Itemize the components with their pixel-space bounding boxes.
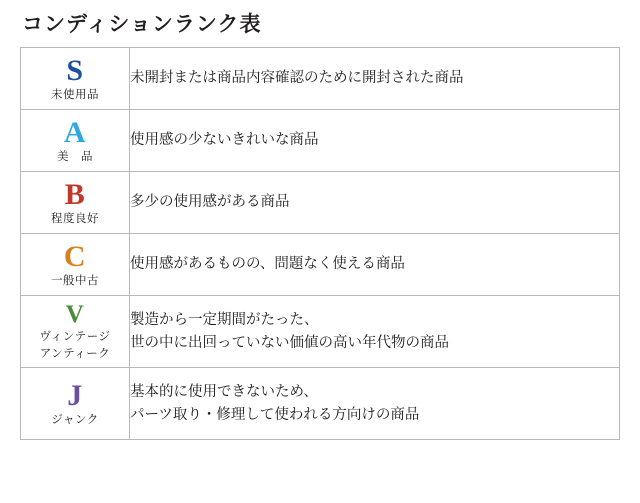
rank-description-a — [130, 110, 620, 172]
description-line: パーツ取り・修理して使われる方向けの商品 — [130, 406, 420, 423]
description-line: 世の中に出回っていない価値の高い年代物の商品 — [130, 334, 449, 351]
table-row — [21, 172, 620, 234]
rank-sublabel-line1: ヴィンテージ — [39, 331, 111, 344]
rank-letter: C — [63, 239, 87, 273]
rank-letter: J — [67, 378, 83, 412]
table-row — [21, 368, 620, 440]
rank-cell-j — [21, 368, 130, 440]
description-line: 基本的に使用できないため、 — [130, 384, 318, 401]
rank-cell-s — [21, 48, 130, 110]
description-line: 使用感の少ないきれいな商品 — [130, 132, 319, 149]
table-row — [21, 234, 620, 296]
description-line: 多少の使用感がある商品 — [130, 194, 290, 211]
table-row — [21, 48, 620, 110]
rank-cell-a — [21, 110, 130, 172]
rank-description-s — [130, 48, 620, 110]
rank-cell-b — [21, 172, 130, 234]
rank-letter: V — [65, 301, 85, 329]
rank-description-c — [130, 234, 620, 296]
rank-sublabel: 未使用品 — [51, 89, 99, 102]
rank-letter: A — [63, 115, 87, 149]
description-line: 製造から一定期間がたった、 — [130, 312, 319, 329]
description-line: 未開封または商品内容確認のために開封された商品 — [130, 70, 464, 87]
condition-rank-table — [20, 47, 620, 440]
rank-sublabel: 程度良好 — [51, 213, 99, 226]
rank-sublabel: 一般中古 — [51, 275, 99, 288]
description-line: 使用感があるものの、問題なく使える商品 — [130, 256, 405, 273]
rank-letter: S — [66, 53, 84, 87]
rank-letter: B — [64, 177, 86, 211]
table-row — [21, 296, 620, 368]
rank-cell-c — [21, 234, 130, 296]
page-title: コンディションランク表 — [22, 13, 262, 36]
rank-sublabel: 美 品 — [57, 151, 93, 164]
rank-description-v — [130, 296, 620, 368]
table-row — [21, 110, 620, 172]
rank-cell-v — [21, 296, 130, 368]
rank-sublabel: ジャンク — [51, 414, 99, 427]
rank-description-j — [130, 368, 620, 440]
rank-sublabel-line2: アンティーク — [39, 347, 111, 360]
rank-description-b — [130, 172, 620, 234]
